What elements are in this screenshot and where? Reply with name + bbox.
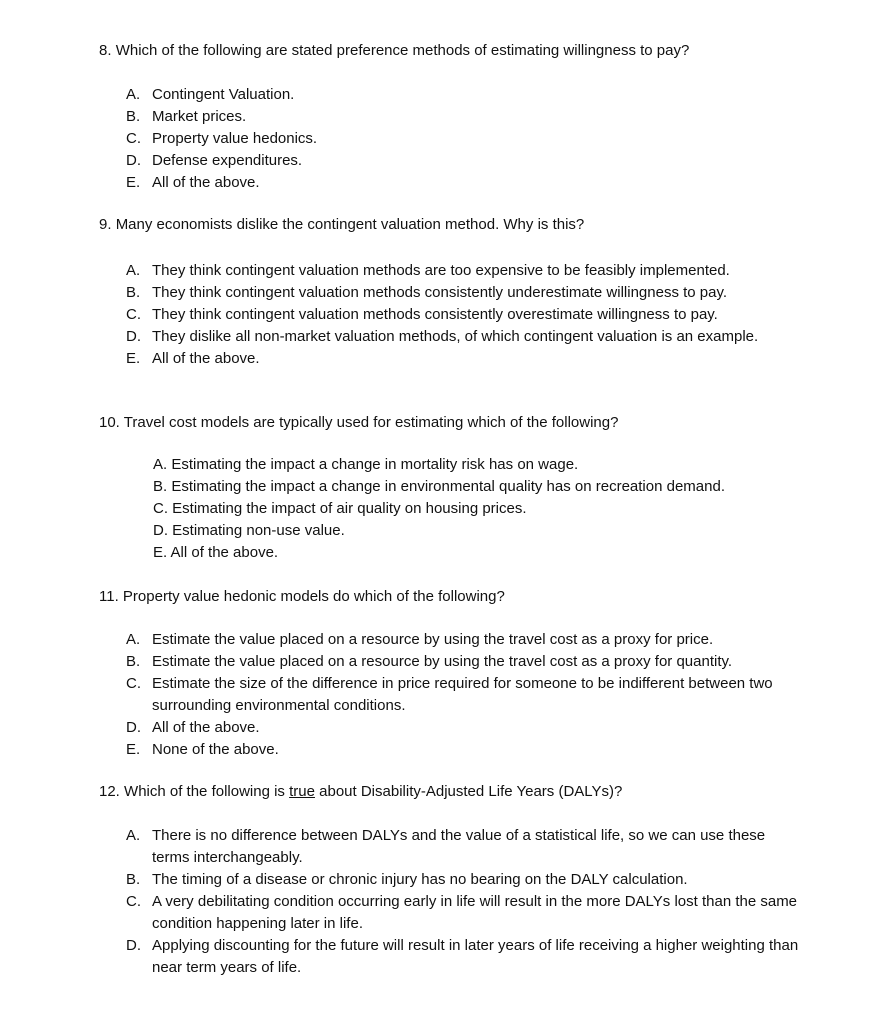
question-stem: Property value hedonic models do which of the following? <box>122 588 505 605</box>
option-text: Defense expenditures. <box>152 152 303 169</box>
option-letter: D. <box>126 719 141 736</box>
option-text: A very debilitating condition occurring early in life will result in the more DALYs lost than the same condition happening later in life. <box>152 893 798 932</box>
option-letter: D. <box>126 152 141 169</box>
answer-option-c <box>126 304 806 326</box>
option-letter: E. <box>126 174 141 191</box>
answer-option-b: B. Estimating the impact a change in environmental quality has on recreation demand. <box>153 478 725 495</box>
question-number: 10. <box>99 414 120 431</box>
question-stem: Which of the following are stated preference methods of estimating willingness to pay? <box>115 42 690 59</box>
question-number: 12. <box>99 783 120 800</box>
question-text <box>99 781 859 803</box>
option-letter: B. <box>126 284 141 301</box>
answer-option-a <box>126 629 806 651</box>
option-letter: C. <box>126 306 141 323</box>
question-number: 9. <box>99 216 112 233</box>
answer-option-c: C. Estimating the impact of air quality on housing prices. <box>153 500 527 517</box>
question-stem-start: Which of the following is <box>124 783 285 800</box>
answer-option-d: D. Estimating non-use value. <box>153 522 345 539</box>
option-text: Estimate the value placed on a resource by using the travel cost as a proxy for quantity. <box>152 653 733 670</box>
answer-option-a <box>126 260 806 282</box>
answer-option-c <box>126 128 806 150</box>
answer-option-d <box>126 935 806 979</box>
answer-option-d <box>126 150 806 172</box>
option-text: They think contingent valuation methods consistently overestimate willingness to pay. <box>152 306 718 323</box>
option-text: Contingent Valuation. <box>152 86 295 103</box>
answer-option-c <box>126 673 806 717</box>
option-text: All of the above. <box>152 719 260 736</box>
option-text: All of the above. <box>152 350 260 367</box>
option-text: They dislike all non-market valuation methods, of which contingent valuation is an example. <box>152 328 759 345</box>
answer-option-b <box>126 106 806 128</box>
question-text <box>99 214 859 236</box>
option-letter: A. <box>126 827 141 844</box>
question-number: 8. <box>99 42 112 59</box>
question-9 <box>99 214 859 367</box>
option-letter: E. <box>126 350 141 367</box>
answer-option-e <box>126 739 806 761</box>
question-stem: Many economists dislike the contingent valuation method. Why is this? <box>115 216 585 233</box>
answer-option-e: E. All of the above. <box>153 544 279 561</box>
question-12 <box>99 781 859 976</box>
option-letter: A. <box>126 86 141 103</box>
option-text: The timing of a disease or chronic injury has no bearing on the DALY calculation. <box>152 871 688 888</box>
question-stem-end: about Disability-Adjusted Life Years (DALYs)? <box>319 783 623 800</box>
question-text <box>99 412 859 434</box>
option-text: None of the above. <box>152 741 279 758</box>
answer-option-c <box>126 891 806 935</box>
question-stem: Travel cost models are typically used for estimating which of the following? <box>123 414 619 431</box>
answer-option-e <box>126 172 806 194</box>
option-text: They think contingent valuation methods consistently underestimate willingness to pay. <box>152 284 728 301</box>
option-letter: C. <box>126 130 141 147</box>
option-letter: C. <box>126 893 141 910</box>
option-text: Applying discounting for the future will result in later years of life receiving a higher weighting than near term years of life. <box>152 937 799 976</box>
answer-option-a <box>126 825 806 869</box>
answer-option-b <box>126 869 806 891</box>
answer-options <box>153 454 813 564</box>
answer-option-a: A. Estimating the impact a change in mortality risk has on wage. <box>153 456 579 473</box>
answer-options <box>126 629 806 761</box>
option-text: There is no difference between DALYs and the value of a statistical life, so we can use these terms interchangeably. <box>152 827 766 866</box>
option-text: Estimate the size of the difference in price required for someone to be indifferent between two surrounding environmental conditions. <box>152 675 773 714</box>
option-letter: D. <box>126 328 141 345</box>
option-text: Estimate the value placed on a resource by using the travel cost as a proxy for price. <box>152 631 714 648</box>
emphasized-word: true <box>289 783 315 800</box>
option-letter: E. <box>126 741 141 758</box>
option-text: They think contingent valuation methods are too expensive to be feasibly implemented. <box>152 262 730 279</box>
option-letter: B. <box>126 108 141 125</box>
question-10 <box>99 412 859 561</box>
question-text <box>99 40 859 62</box>
answer-options <box>126 84 806 194</box>
option-letter: A. <box>126 631 141 648</box>
option-letter: C. <box>126 675 141 692</box>
answer-option-d <box>126 326 806 348</box>
answer-option-b <box>126 651 806 673</box>
answer-option-b <box>126 282 806 304</box>
option-letter: B. <box>126 871 141 888</box>
question-text <box>99 586 859 608</box>
option-text: Property value hedonics. <box>152 130 318 147</box>
answer-option-d <box>126 717 806 739</box>
option-letter: B. <box>126 653 141 670</box>
answer-option-e <box>126 348 806 370</box>
question-8 <box>99 40 859 191</box>
question-number: 11. <box>99 588 119 605</box>
answer-options <box>126 825 806 979</box>
option-text: All of the above. <box>152 174 260 191</box>
question-11 <box>99 586 859 758</box>
option-text: Market prices. <box>152 108 247 125</box>
option-letter: A. <box>126 262 141 279</box>
answer-options <box>126 260 806 370</box>
answer-option-a <box>126 84 806 106</box>
option-letter: D. <box>126 937 141 954</box>
